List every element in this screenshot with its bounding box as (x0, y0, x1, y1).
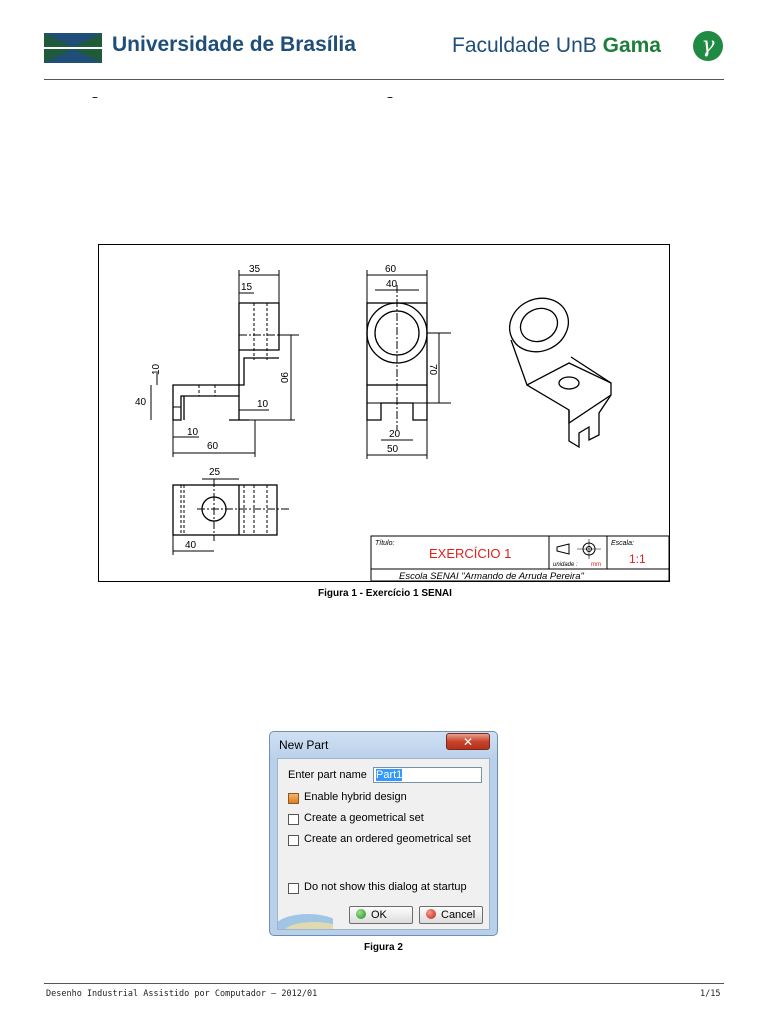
ordered-geometrical-set-checkbox[interactable] (288, 835, 299, 846)
dim-text: 40 (185, 540, 197, 551)
startup-label: Do not show this dialog at startup (304, 881, 467, 893)
header-dash-right: – (387, 90, 393, 104)
dim-text: 40 (135, 397, 147, 408)
school-name: Escola SENAI "Armando de Arruda Pereira" (399, 571, 584, 581)
dim-text: 10 (151, 363, 162, 375)
university-name: Universidade de Brasília (112, 33, 356, 56)
footer-course: Desenho Industrial Assistido por Computador – 2012/01 (46, 989, 318, 999)
unidade-label: unidade : (553, 562, 578, 568)
new-part-dialog (269, 731, 498, 936)
dim-text: 25 (209, 467, 221, 478)
dialog-body (277, 758, 490, 930)
unidade-value: mm (591, 562, 601, 568)
dim-text: 50 (387, 444, 399, 455)
dim-text: 10 (187, 427, 199, 438)
unb-logo (44, 33, 102, 63)
dim-text: 60 (207, 441, 219, 452)
figure2-caption: Figura 2 (364, 942, 403, 953)
part-name-value: Part1 (376, 769, 403, 781)
ok-label: OK (371, 909, 387, 921)
faculty-name (452, 34, 661, 58)
header-dash-left: – (92, 90, 98, 104)
geometrical-set-label: Create a geometrical set (304, 812, 424, 824)
cancel-icon (426, 909, 436, 919)
technical-drawing (98, 244, 670, 582)
startup-checkbox[interactable] (288, 883, 299, 894)
top-view (173, 467, 289, 555)
gama-logo: γ (693, 31, 723, 61)
scale-value: 1:1 (629, 552, 646, 566)
dim-text: 15 (241, 282, 253, 293)
dim-text: 90 (278, 372, 289, 384)
faculty-gama: Gama (602, 34, 661, 57)
dim-text: 10 (257, 399, 269, 410)
cancel-button[interactable] (419, 906, 483, 924)
dim-text: 70 (427, 364, 438, 376)
drawing-title: EXERCÍCIO 1 (429, 546, 512, 561)
titulo-label: Título: (375, 540, 395, 547)
faculty-prefix: Faculdade UnB (452, 34, 597, 57)
escala-label: Escala: (611, 540, 634, 547)
hybrid-design-label: Enable hybrid design (304, 791, 407, 803)
dim-text: 40 (386, 279, 398, 290)
footer-divider (44, 983, 724, 984)
ok-icon (356, 909, 366, 919)
projection-symbol-icon (557, 539, 601, 559)
close-button[interactable]: ✕ (446, 733, 490, 750)
front-view (135, 264, 299, 457)
side-view (367, 264, 451, 459)
dim-text: 35 (249, 264, 261, 275)
cancel-label: Cancel (441, 909, 476, 921)
part-name-label: Enter part name (288, 769, 367, 781)
figure1-caption: Figura 1 - Exercício 1 SENAI (318, 588, 452, 599)
isometric-view (501, 289, 611, 447)
title-block (371, 536, 669, 581)
dialog-title: New Part (279, 738, 329, 752)
catia-swoosh-icon (278, 894, 333, 930)
part-name-input[interactable] (373, 767, 482, 783)
ordered-geometrical-set-label: Create an ordered geometrical set (304, 833, 471, 845)
dim-text: 60 (385, 264, 397, 275)
header-divider (44, 79, 724, 80)
footer-page-number: 1/15 (700, 989, 721, 999)
ok-button[interactable] (349, 906, 413, 924)
dim-text: 20 (389, 429, 401, 440)
geometrical-set-checkbox[interactable] (288, 814, 299, 825)
hybrid-design-checkbox[interactable] (288, 793, 299, 804)
drawing-svg (99, 245, 669, 581)
